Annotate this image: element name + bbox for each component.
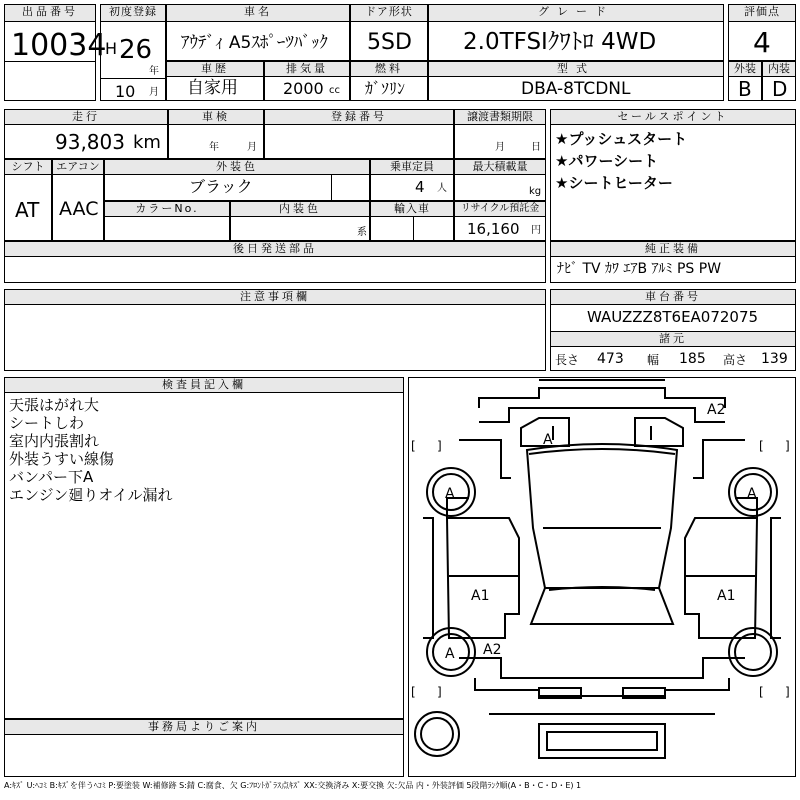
- svg-text:]: ]: [785, 439, 790, 453]
- inspector-line: 天張はがれ大: [9, 396, 100, 414]
- equipment-items: ﾅﾋﾞ TV ｶﾜ ｴｱB ｱﾙﾐ PS PW: [557, 261, 722, 277]
- later-parts-box: [4, 241, 546, 283]
- mileage-unit: km: [133, 132, 161, 153]
- mileage: 93,803: [55, 130, 125, 154]
- reg-year: 26: [119, 35, 153, 65]
- color-no-box: [104, 201, 230, 241]
- transfer-box: [454, 109, 546, 159]
- inspector-label: 検査員記入欄: [5, 378, 403, 393]
- interior-color-label: 内装色: [231, 202, 369, 217]
- selling-points-box: [550, 109, 796, 241]
- seats-unit: 人: [437, 183, 447, 194]
- office-label: 事務局よりご案内: [5, 720, 403, 735]
- later-parts-label: 後日発送部品: [5, 242, 545, 257]
- svg-text:[: [: [411, 439, 416, 453]
- selling-points-label: セールスポイント: [551, 110, 795, 125]
- exterior-grade-label: 外装: [729, 62, 761, 77]
- chassis-label: 車台番号: [551, 290, 795, 305]
- score: 4: [753, 26, 771, 59]
- damage-mark: A: [445, 646, 455, 662]
- ac-box: [52, 159, 104, 241]
- exterior-grade-box: [728, 61, 762, 101]
- recycle-box: [454, 201, 546, 241]
- model-code: DBA-8TCDNL: [521, 79, 631, 99]
- displacement: 2000: [283, 79, 324, 98]
- lot-box: [4, 4, 107, 101]
- recycle-deposit: 16,160: [467, 220, 520, 238]
- office-box: [4, 719, 404, 777]
- body-color: ブラック: [189, 177, 253, 196]
- svg-text:]: ]: [785, 685, 790, 699]
- length: 473: [597, 351, 624, 367]
- inspection-month-unit: 月: [247, 142, 257, 153]
- load-box: [454, 159, 546, 201]
- height: 139: [761, 351, 788, 367]
- interior-color-suffix: 系: [357, 227, 367, 238]
- equipment-label: 純正装備: [551, 242, 795, 257]
- recycle-label: リサイクル預託金: [455, 202, 545, 217]
- transfer-month-unit: 月: [495, 142, 505, 153]
- fuel: ｶﾞｿﾘﾝ: [365, 79, 406, 98]
- color-no-label: カラーNo.: [105, 202, 229, 217]
- history-label: 車歴: [167, 62, 263, 77]
- car-name-box: [166, 4, 350, 61]
- inspector-line: バンパー下A: [9, 468, 94, 486]
- notes-label: 注意事項欄: [5, 290, 545, 305]
- svg-text:]: ]: [437, 685, 442, 699]
- length-label: 長さ: [555, 353, 580, 367]
- inspector-line: シートしわ: [9, 414, 85, 432]
- damage-mark: A: [445, 486, 455, 502]
- score-box: [728, 4, 796, 61]
- era: H: [105, 39, 118, 58]
- transfer-day-unit: 日: [531, 142, 541, 153]
- damage-mark: A2: [707, 402, 726, 418]
- reg-number-label: 登録番号: [265, 110, 453, 125]
- selling-point: ★プッシュスタート: [555, 130, 688, 148]
- car-diagram: [408, 377, 796, 777]
- shift: AT: [15, 198, 40, 222]
- height-label: 高さ: [723, 353, 748, 367]
- first-reg-label: 初度登録: [101, 5, 165, 22]
- door-label: ドア形状: [351, 5, 427, 22]
- width-label: 幅: [647, 353, 660, 367]
- inspector-box: [4, 377, 404, 719]
- fuel-box: [350, 61, 428, 101]
- displacement-unit: cc: [329, 85, 340, 96]
- interior-grade-box: [762, 61, 796, 101]
- svg-text:[: [: [411, 685, 416, 699]
- inspector-line: 室内内張割れ: [9, 432, 100, 450]
- damage-mark: A2: [483, 642, 502, 658]
- svg-text:[: [: [759, 685, 764, 699]
- equipment-box: [550, 241, 796, 283]
- notes-box: [4, 289, 546, 371]
- svg-text:]: ]: [437, 439, 442, 453]
- month-unit: 月: [149, 87, 159, 98]
- recycle-unit: 円: [531, 225, 541, 236]
- reg-number-box: [264, 109, 454, 159]
- grade-label: グレード: [429, 5, 723, 22]
- lot-number: 10034: [11, 28, 107, 63]
- seats-label: 乗車定員: [371, 160, 453, 175]
- mileage-box: [4, 109, 168, 159]
- shift-label: シフト: [5, 160, 51, 175]
- reg-month: 10: [115, 82, 136, 101]
- color-label: 外装色: [105, 160, 369, 175]
- load-label: 最大積載量: [455, 160, 545, 175]
- seats: 4: [415, 178, 425, 196]
- width: 185: [679, 351, 706, 367]
- svg-text:[: [: [759, 439, 764, 453]
- selling-point: ★パワーシート: [555, 152, 659, 170]
- history-box: [166, 61, 264, 101]
- dims-label: 諸元: [551, 332, 795, 347]
- car-name-label: 車名: [167, 5, 349, 22]
- damage-mark: A: [543, 432, 553, 448]
- grade-box: [428, 4, 724, 61]
- fuel-label: 燃料: [351, 62, 427, 77]
- import-label: 輸入車: [371, 202, 453, 217]
- ac: AAC: [59, 198, 99, 220]
- seats-box: [370, 159, 454, 201]
- score-label: 評価点: [729, 5, 795, 22]
- import-box: [370, 201, 454, 241]
- inspection-year-unit: 年: [209, 142, 219, 153]
- model-label: 型式: [429, 62, 723, 77]
- mileage-label: 走行: [5, 110, 167, 125]
- damage-legend: A:ｷｽﾞ U:ﾍｺﾐ B:ｷｽﾞを伴うﾍｺﾐ P:要塗装 W:補修跡 S:錆 C:腐食、欠 G:ﾌﾛﾝﾄｶﾞﾗｽ点ｷｽﾞ XX:交換済み X:要交換 欠:欠品 内・外装評価 5段階ﾗﾝｸ順(A・B・C・D・E) 1: [4, 781, 582, 790]
- car-outline-svg: [409, 378, 795, 776]
- lot-label: 出品番号: [5, 5, 95, 22]
- damage-mark: A: [747, 486, 757, 502]
- color-box: [104, 159, 370, 201]
- interior-color-box: [230, 201, 370, 241]
- inspector-line: エンジン廻りオイル漏れ: [9, 486, 173, 504]
- interior-grade: D: [772, 77, 788, 101]
- model-box: [428, 61, 724, 101]
- damage-mark: A1: [471, 588, 490, 604]
- first-reg-box: [100, 4, 166, 101]
- year-unit: 年: [149, 66, 159, 77]
- grade: 2.0TFSIｸﾜﾄﾛ 4WD: [463, 29, 657, 55]
- history: 自家用: [187, 78, 238, 98]
- shift-box: [4, 159, 52, 241]
- door-box: [350, 4, 428, 61]
- exterior-grade: B: [738, 77, 752, 101]
- displacement-box: [264, 61, 350, 101]
- chassis-number: WAUZZZ8T6EA072075: [587, 308, 759, 326]
- load-unit: kg: [529, 186, 542, 197]
- damage-mark: A1: [717, 588, 736, 604]
- inspection-box: [168, 109, 264, 159]
- door-type: 5SD: [367, 30, 412, 55]
- displacement-label: 排気量: [265, 62, 349, 77]
- chassis-box: [550, 289, 796, 371]
- inspector-line: 外装うすい線傷: [9, 450, 115, 468]
- inspection-label: 車検: [169, 110, 263, 125]
- selling-point: ★シートヒーター: [555, 174, 673, 192]
- interior-grade-label: 内装: [763, 62, 795, 77]
- ac-label: エアコン: [53, 160, 103, 175]
- car-name: ｱｳﾃﾞｨ A5ｽﾎﾟｰﾂﾊﾞｯｸ: [181, 33, 328, 53]
- transfer-label: 譲渡書類期限: [455, 110, 545, 125]
